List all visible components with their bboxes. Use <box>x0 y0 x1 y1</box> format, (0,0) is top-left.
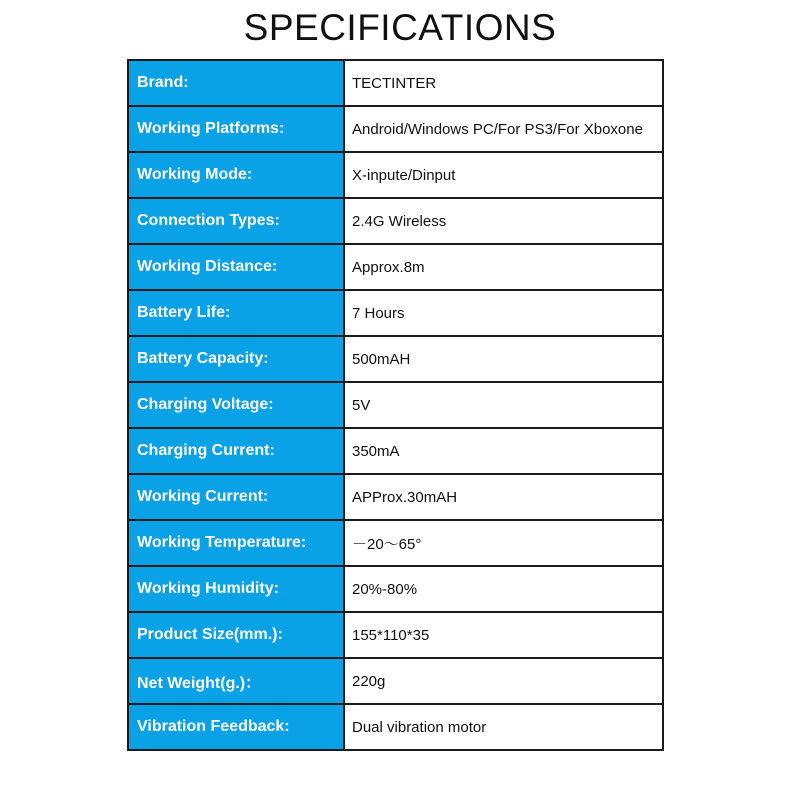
spec-label: Working Platforms: <box>128 106 344 152</box>
spec-row-battery-life <box>128 290 663 336</box>
spec-row-product-size <box>128 612 663 658</box>
spec-value: 220g <box>344 658 663 704</box>
spec-value: －20～65° <box>344 520 663 566</box>
spec-row-working-humidity <box>128 566 663 612</box>
spec-value: 500mAH <box>344 336 663 382</box>
spec-value: Dual vibration motor <box>344 704 663 750</box>
page-title: SPECIFICATIONS <box>243 7 557 48</box>
spec-label: Brand: <box>128 60 344 106</box>
spec-row-working-distance <box>128 244 663 290</box>
spec-label: Product Size(mm.): <box>128 612 344 658</box>
spec-label: Working Current: <box>128 474 344 520</box>
spec-value: Approx.8m <box>344 244 663 290</box>
spec-value: TECTINTER <box>344 60 663 106</box>
spec-label: Charging Voltage: <box>128 382 344 428</box>
spec-value: 5V <box>344 382 663 428</box>
spec-row-charging-current <box>128 428 663 474</box>
spec-value: 20%-80% <box>344 566 663 612</box>
spec-row-working-current <box>128 474 663 520</box>
spec-row-brand <box>128 60 663 106</box>
spec-value: 7 Hours <box>344 290 663 336</box>
spec-label: Net Weight(g.)： <box>128 658 344 704</box>
spec-value: X-inpute/Dinput <box>344 152 663 198</box>
spec-row-battery-capacity <box>128 336 663 382</box>
spec-row-working-platforms <box>128 106 663 152</box>
spec-row-net-weight <box>128 658 663 704</box>
spec-label: Working Temperature: <box>128 520 344 566</box>
spec-label: Vibration Feedback: <box>128 704 344 750</box>
spec-label: Working Distance: <box>128 244 344 290</box>
spec-label: Working Humidity: <box>128 566 344 612</box>
spec-label: Battery Life: <box>128 290 344 336</box>
spec-row-connection-types <box>128 198 663 244</box>
spec-value: Android/Windows PC/For PS3/For Xboxone <box>344 106 663 152</box>
spec-value: APProx.30mAH <box>344 474 663 520</box>
spec-row-charging-voltage <box>128 382 663 428</box>
spec-label: Charging Current: <box>128 428 344 474</box>
spec-value: 350mA <box>344 428 663 474</box>
specifications-table <box>127 59 664 751</box>
spec-value: 155*110*35 <box>344 612 663 658</box>
spec-label: Connection Types: <box>128 198 344 244</box>
spec-value: 2.4G Wireless <box>344 198 663 244</box>
spec-label: Working Mode: <box>128 152 344 198</box>
spec-row-vibration-feedback <box>128 704 663 750</box>
spec-row-working-temperature <box>128 520 663 566</box>
spec-row-working-mode <box>128 152 663 198</box>
spec-label: Battery Capacity: <box>128 336 344 382</box>
